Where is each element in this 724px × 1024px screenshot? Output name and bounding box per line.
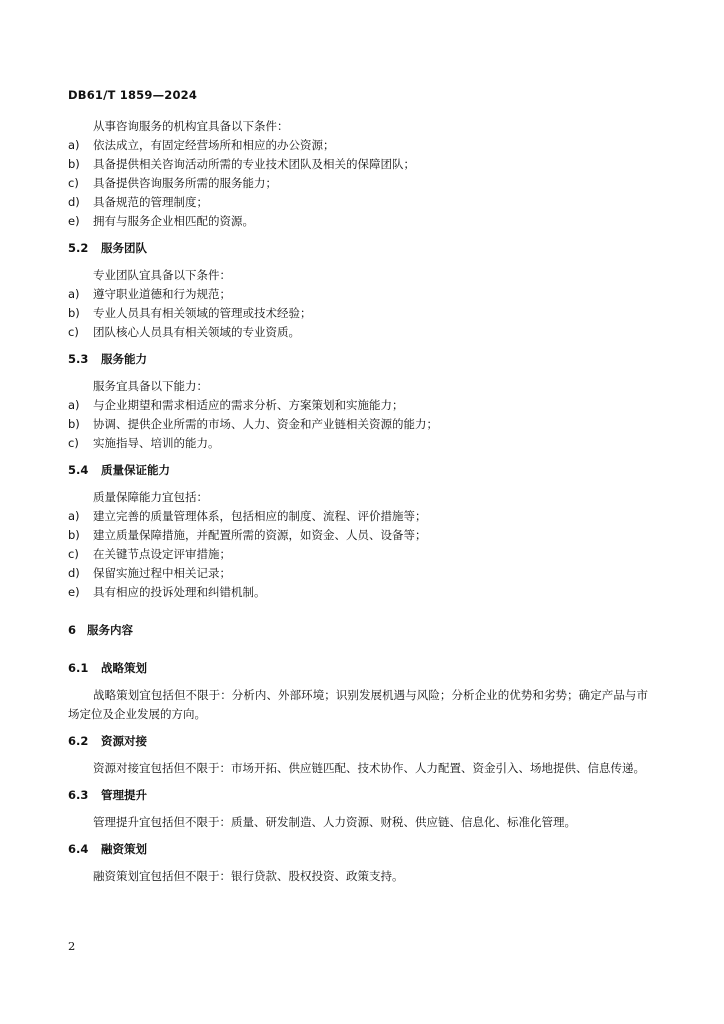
section-6-1-text: 战略策划宜包括但不限于：分析内、外部环境；识别发展机遇与风险；分析企业的优势和劣势；确定产品与市场定位及企业发展的方向。: [68, 688, 648, 721]
list-item: a) 遵守职业道德和行为规范；: [68, 287, 231, 301]
section-5-1-intro: 从事咨询服务的机构宜具备以下条件：: [93, 119, 289, 133]
list-item: b) 建立质量保障措施，并配置所需的资源，如资金、人员、设备等；: [68, 528, 427, 542]
section-heading-6-1: 6.1 战略策划: [68, 661, 147, 675]
list-item: c) 团队核心人员具有相关领域的专业资质。: [68, 325, 300, 339]
page-number: 2: [68, 939, 76, 953]
section-heading-5-3: 5.3 服务能力: [68, 352, 147, 366]
section-heading-5-4: 5.4 质量保证能力: [68, 463, 170, 477]
list-item: c) 实施指导、培训的能力。: [68, 436, 220, 450]
list-item: d) 保留实施过程中相关记录；: [68, 566, 231, 580]
list-item: b) 协调、提供企业所需的市场、人力、资金和产业链相关资源的能力；: [68, 417, 438, 431]
list-item: e) 拥有与服务企业相匹配的资源。: [68, 214, 254, 228]
section-5-2-intro: 专业团队宜具备以下条件：: [93, 268, 231, 282]
section-heading-6-2: 6.2 资源对接: [68, 734, 147, 748]
list-item: c) 在关键节点设定评审措施；: [68, 547, 231, 561]
list-item: b) 具备提供相关咨询活动所需的专业技术团队及相关的保障团队；: [68, 157, 415, 171]
chapter-heading-6: 6 服务内容: [68, 623, 133, 637]
section-5-4-intro: 质量保障能力宜包括：: [93, 490, 208, 504]
list-item: b) 专业人员具有相关领域的管理或技术经验；: [68, 306, 312, 320]
list-item: a) 与企业期望和需求相适应的需求分析、方案策划和实施能力；: [68, 398, 404, 412]
section-6-2-text: 资源对接宜包括但不限于：市场开拓、供应链匹配、技术协作、人力配置、资金引入、场地提供、信息传递。: [93, 761, 645, 775]
document-code: DB61/T 1859—2024: [68, 88, 198, 102]
section-heading-6-3: 6.3 管理提升: [68, 788, 147, 802]
list-item: a) 依法成立，有固定经营场所和相应的办公资源；: [68, 138, 335, 152]
section-heading-5-2: 5.2 服务团队: [68, 241, 147, 255]
list-item: c) 具备提供咨询服务所需的服务能力；: [68, 176, 277, 190]
section-5-3-intro: 服务宜具备以下能力：: [93, 379, 208, 393]
list-item: a) 建立完善的质量管理体系，包括相应的制度、流程、评价措施等；: [68, 509, 427, 523]
list-item: d) 具备规范的管理制度；: [68, 195, 208, 209]
section-heading-6-4: 6.4 融资策划: [68, 842, 147, 856]
page-content: [68, 117, 648, 886]
section-6-3-text: 管理提升宜包括但不限于：质量、研发制造、人力资源、财税、供应链、信息化、标准化管理。: [93, 815, 576, 829]
section-6-4-text: 融资策划宜包括但不限于：银行贷款、股权投资、政策支持。: [93, 869, 404, 883]
list-item: e) 具有相应的投诉处理和纠错机制。: [68, 585, 266, 599]
